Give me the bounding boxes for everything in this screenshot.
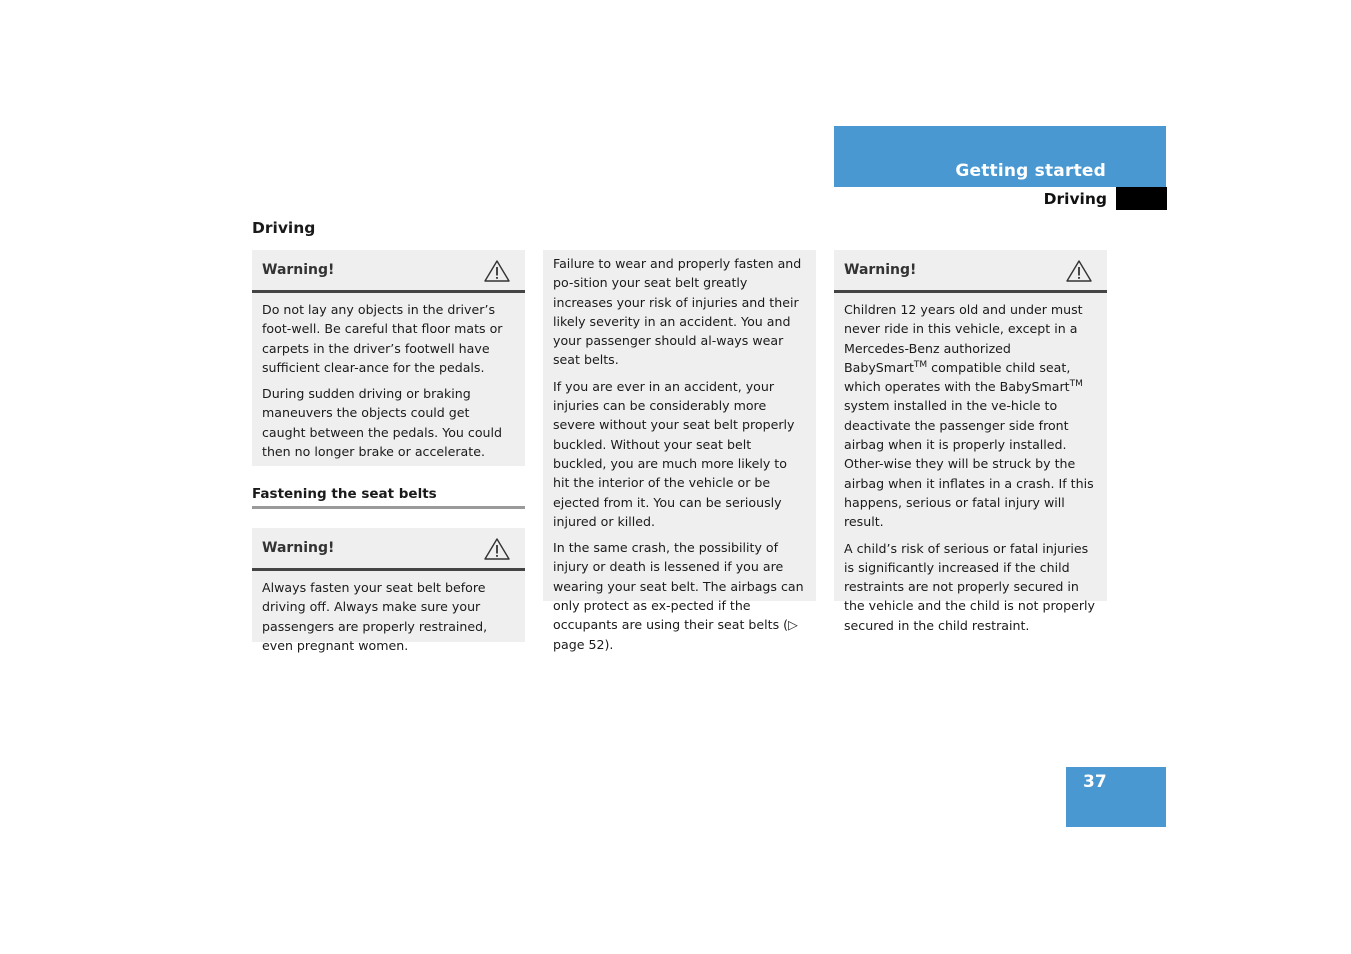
warning-header <box>252 528 525 571</box>
warning-header <box>252 250 525 293</box>
subsection-title: Fastening the seat belts <box>252 486 525 509</box>
warning-box-children <box>834 250 1107 633</box>
trademark-mark: TM <box>913 359 928 370</box>
warning-label: Warning! <box>262 540 335 556</box>
chapter-title: Getting started <box>955 161 1106 181</box>
warning-body <box>252 571 525 661</box>
warning-label: Warning! <box>844 262 917 278</box>
info-paragraph: If you are ever in an accident, your injuries can be considerably more severe without your seat belt properly buckled. Without your seat belt buckled, you are much more likely to hit the interior of the vehicle or be ejected from it. You can be seriously injured or killed. <box>553 378 795 529</box>
warning-paragraph <box>844 300 1097 532</box>
section-tab-marker <box>1116 187 1167 210</box>
text-run: compatible child seat, which operates with the BabySmart <box>844 359 1071 395</box>
warning-box-objects <box>252 250 525 466</box>
trademark-mark: TM <box>1069 379 1083 389</box>
warning-body <box>834 293 1107 641</box>
text-run: system installed in the ve-hicle to deactivate the passenger side front airbag when it is properly installed. Other-wise they will be struck by the airbag when it inflates in a crash. If this happens, serious or fatal injury will result. <box>844 398 1094 530</box>
warning-box-seat-belt <box>252 528 525 653</box>
warning-paragraph: A child’s risk of serious or fatal injuries is significantly increased if the child restraints are not properly secured in the vehicle and the child is not properly secured in the child restraint. <box>844 540 1095 633</box>
seat-belt-info-box <box>543 250 816 652</box>
section-header: Driving <box>1043 190 1107 208</box>
chapter-header-bar <box>834 126 1166 187</box>
warning-body <box>252 293 525 467</box>
page-number-box <box>1066 767 1166 827</box>
text-run: Children 12 years old and under must never ride in this vehicle, except in a Mercedes-Benz authorized BabySmart <box>844 302 1083 375</box>
warning-triangle-icon <box>483 259 511 283</box>
warning-paragraph: Always fasten your seat belt before driving off. Always make sure your passengers are properly restrained, even pregnant women. <box>262 580 488 653</box>
warning-triangle-icon <box>483 537 511 561</box>
section-title: Driving <box>252 219 316 237</box>
warning-header <box>834 250 1107 293</box>
info-paragraph: In the same crash, the possibility of injury or death is lessened if you are wearing your seat belt. The airbags can only protect as ex-pected if the occupants are using their seat belts (▷ page 52). <box>553 540 804 652</box>
warning-triangle-icon <box>1065 259 1093 283</box>
warning-paragraph: During sudden driving or braking maneuvers the objects could get caught between the pedals. You could then no longer brake or accelerate. <box>262 386 503 460</box>
info-paragraph: Failure to wear and properly fasten and po-sition your seat belt greatly increases your risk of injuries and their likely severity in an accident. You and your passenger should al-ways wear seat belts. <box>553 256 802 368</box>
warning-label: Warning! <box>262 262 335 278</box>
warning-paragraph: Do not lay any objects in the driver’s foot-well. Be careful that floor mats or carpets in the driver’s footwell have sufficient clear-ance for the pedals. <box>262 302 503 375</box>
page-number: 37 <box>1083 772 1107 792</box>
